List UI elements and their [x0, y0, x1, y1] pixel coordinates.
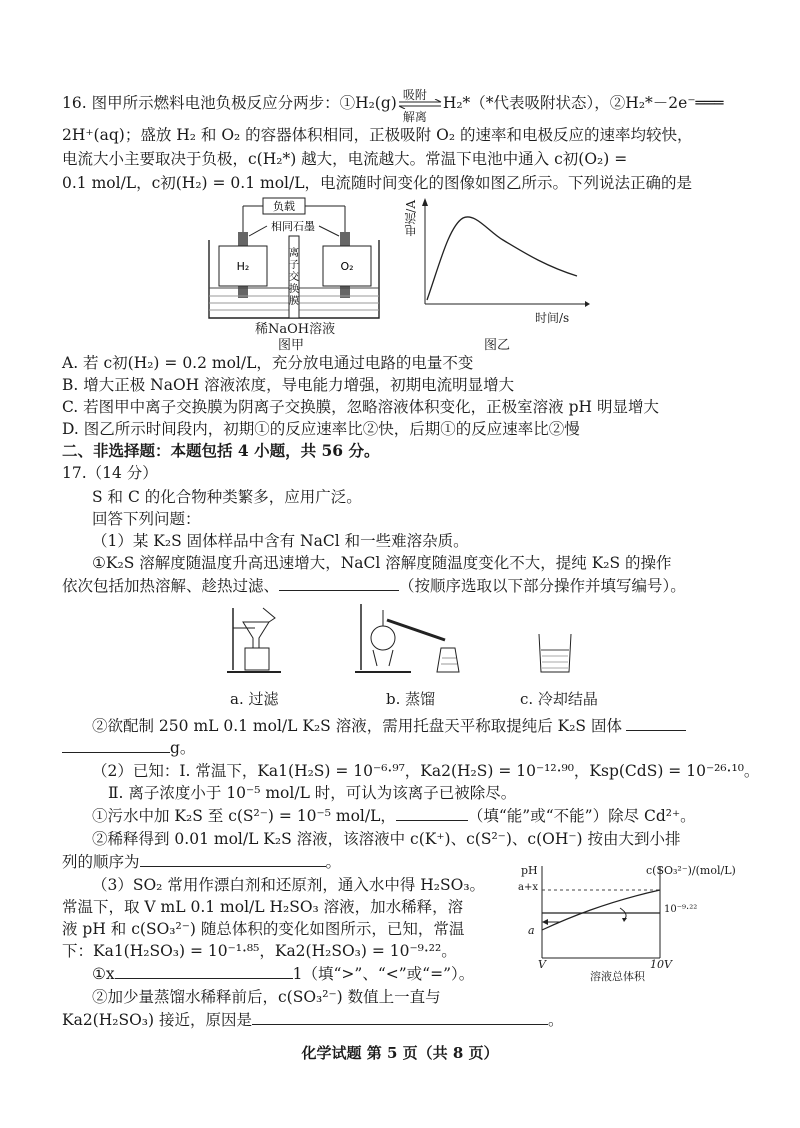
graph-a-plus-x: a+x [518, 882, 538, 893]
graph-b-xlabel: 时间/s [535, 311, 570, 325]
svg-text:离: 离 [289, 248, 299, 259]
q17-part2-2a: ②稀释得到 0.01 mol/L K₂S 溶液，该溶液中 c(K⁺)、c(S²⁻)、c(OH⁻) 按由大到小排 [92, 830, 681, 848]
fuel-cell-diagram [205, 196, 380, 326]
q16-line1: 16. 图甲所示燃料电池负极反应分两步：①H₂(g) 吸附 解离 H₂*（*代表吸附状态），②H₂*－2e⁻═══ [62, 88, 724, 124]
q17-part3-1: ①x 1（填“>”、“<”或“=”）。 [92, 962, 474, 985]
q17-intro: S 和 C 的化合物种类繁多，应用广泛。 [92, 488, 362, 506]
q17-prompt: 回答下列问题： [92, 510, 201, 528]
solution-label: 稀NaOH溶液 [255, 322, 336, 337]
q17-part2: （2）已知：Ⅰ. 常温下，Ka1(H₂S) = 10⁻⁶·⁹⁷，Ka2(H₂S) = 10⁻¹²·⁹⁰，Ksp(CdS) = 10⁻²⁶·¹⁰。 [92, 762, 760, 780]
q17-part1-2a: ②欲配制 250 mL 0.1 mol/L K₂S 溶液，需用托盘天平称取提纯后 K₂S 固体 [92, 714, 686, 737]
q17-part3-b: 常温下，取 V mL 0.1 mol/L H₂SO₃ 溶液，加水稀释，溶 [62, 898, 464, 916]
graph-right-tick: 10⁻⁹·²² [664, 904, 698, 915]
q17-part2-2b: 列的顺序为 。 [62, 850, 341, 873]
ph-curve [542, 890, 660, 930]
filtration-apparatus-icon [225, 604, 285, 676]
svg-text:子: 子 [289, 260, 299, 271]
q16-option-a: A. 若 c初(H₂) = 0.2 mol/L，充分放电通过电路的电量不变 [62, 354, 474, 372]
q17-part2-1: ①污水中加 K₂S 至 c(S²⁻) = 10⁻⁵ mol/L， （填“能”或“不能”）除尽 Cd²⁺。 [92, 804, 696, 827]
beaker-icon [535, 632, 575, 676]
svg-text:膜: 膜 [289, 296, 299, 307]
current-time-graph [405, 196, 590, 326]
q17-part1-2b: g。 [62, 736, 195, 759]
q17-part3-a: （3）SO₂ 常用作漂白剂和还原剂，通入水中得 H₂SO₃。 [92, 876, 486, 894]
electrode-label: 相同石墨 [271, 220, 315, 233]
answer-blank-3[interactable] [396, 804, 468, 821]
graph-conc-label: c(SO₃²⁻)/(mol/L) [646, 864, 736, 877]
op-b: b. 蒸馏 [386, 690, 436, 708]
op-c: c. 冷却结晶 [520, 690, 598, 708]
q17-part3-2a: ②加少量蒸馏水稀释前后，c(SO₃²⁻) 数值上一直与 [92, 988, 441, 1006]
answer-blank-4[interactable] [140, 850, 326, 867]
q17-part3-d: 下：Ka1(H₂SO₃) = 10⁻¹·⁸⁵，Ka2(H₂SO₃) = 10⁻⁹·²²。 [62, 942, 457, 960]
q16-line3: 电流大小主要取决于负极，c(H₂*) 越大，电流越大。常温下电池中通入 c初(O₂) = [62, 150, 628, 168]
answer-blank-6[interactable] [252, 1008, 548, 1025]
q17-head: 17.（14 分） [62, 464, 158, 482]
section-heading: 二、非选择题：本题包括 4 小题，共 56 分。 [62, 441, 380, 460]
q16-line2: 2H⁺(aq)；盛放 H₂ 和 O₂ 的容器体积相同，正极吸附 O₂ 的速率和电极反应的速率均较快， [62, 126, 693, 144]
q17-part1: （1）某 K₂S 固体样品中含有 NaCl 和一些难溶杂质。 [92, 532, 469, 550]
ph-dilution-graph [520, 862, 740, 982]
fig-a-caption: 图甲 [278, 338, 305, 353]
op-a: a. 过滤 [230, 690, 279, 708]
load-label: 负载 [273, 200, 295, 213]
distillation-apparatus-icon [355, 600, 465, 678]
page-footer: 化学试题 第 5 页（共 8 页） [301, 1044, 499, 1062]
q16-option-b: B. 增大正极 NaOH 溶液浓度，导电能力增强，初期电流明显增大 [62, 376, 515, 394]
q17-part2-ii: Ⅱ. 离子浓度小于 10⁻⁵ mol/L 时，可认为该离子已被除尽。 [108, 784, 517, 802]
svg-text:换: 换 [289, 284, 299, 295]
graph-b-ylabel: 电流/A [404, 200, 418, 237]
graph-10v: 10V [650, 958, 672, 971]
answer-blank-2a[interactable] [626, 714, 686, 731]
svg-text:交: 交 [289, 272, 299, 283]
q17-part3-c: 液 pH 和 c(SO₃²⁻) 随总体积的变化如图所示，已知，常温 [62, 920, 465, 938]
q17-part1-1a: ①K₂S 溶解度随温度升高迅速增大，NaCl 溶解度随温度变化不大，提纯 K₂S 的操作 [92, 554, 672, 572]
answer-blank-1[interactable] [279, 574, 399, 591]
graph-a: a [528, 924, 535, 937]
q17-part1-1b: 依次包括加热溶解、趁热过滤、 （按顺序选取以下部分操作并填写编号）。 [62, 574, 686, 597]
current-curve [427, 217, 577, 300]
graph-xlabel: 溶液总体积 [590, 970, 645, 983]
o2-label: O₂ [340, 260, 354, 273]
q16-line4: 0.1 mol/L，c初(H₂) = 0.1 mol/L，电流随时间变化的图像如图乙所示。下列说法正确的是 [62, 174, 693, 192]
fig-b-caption: 图乙 [484, 338, 511, 353]
graph-v: V [538, 958, 546, 971]
answer-blank-5[interactable] [115, 962, 293, 979]
h2-label: H₂ [236, 260, 250, 273]
q17-part3-2b: Ka2(H₂SO₃) 接近，原因是 。 [62, 1008, 564, 1031]
q16-option-d: D. 图乙所示时间段内，初期①的反应速率比②快，后期①的反应速率比②慢 [62, 420, 580, 438]
q16-option-c: C. 若图甲中离子交换膜为阴离子交换膜，忽略溶液体积变化，正极室溶液 pH 明显增大 [62, 398, 659, 416]
graph-ph-label: pH [521, 864, 538, 877]
answer-blank-2b[interactable] [62, 736, 170, 753]
reversible-arrow: 吸附 解离 [397, 92, 443, 114]
